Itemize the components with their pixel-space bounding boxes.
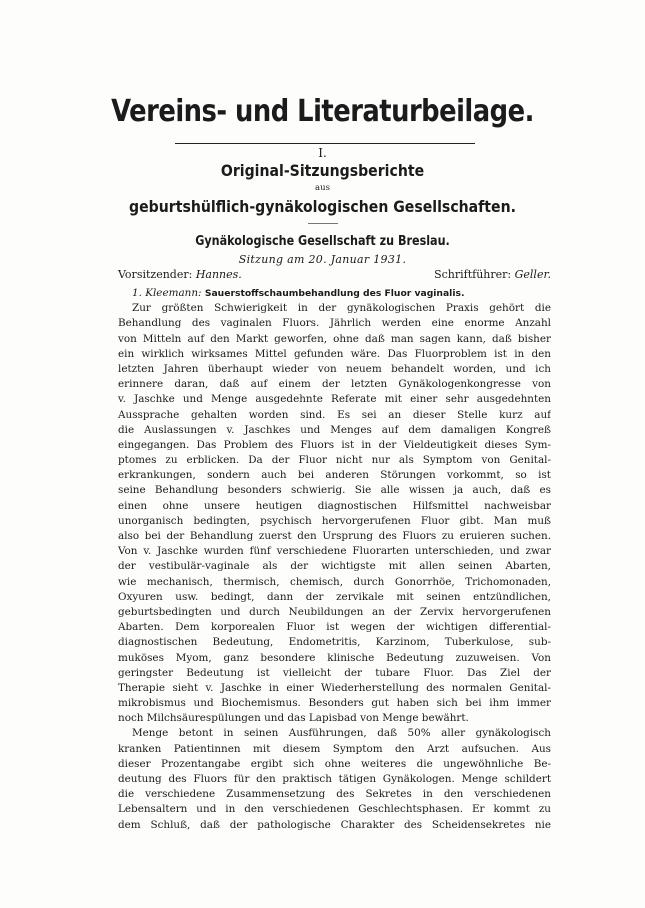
text-line: v. Jaschke und Menge ausgedehnte Referate mit einer sehr ausgedehnten (118, 393, 551, 406)
text-line: seine Behandlung besonders schwierig. Sie alle wissen ja auch, daß es (118, 484, 551, 497)
session-date: Sitzung am 20. Januar 1931. (238, 253, 407, 266)
secretary (434, 268, 551, 282)
divider-rule (308, 223, 338, 224)
article-lines (118, 301, 551, 833)
chair (118, 268, 242, 282)
section-subtitle: geburtshülflich-gynäkologischen Gesellschaften. (129, 197, 516, 216)
article-title: Sauerstoffschaumbehandlung des Fluor vaginalis. (204, 288, 465, 299)
text-line: Lebensaltern und in den verschiedenen Geschlechtsphasen. Er kommt zu (118, 803, 551, 816)
text-line: ptomes zu erblicken. Da der Fluor nicht nur als Symptom von Genital- (118, 454, 551, 467)
section-number: I. (318, 146, 327, 160)
text-line: Menge betont in seinen Ausführungen, daß 50% aller gynäkologisch (132, 727, 551, 740)
section-title: Original-Sitzungsberichte (220, 161, 425, 180)
text-line: letzten Jahren überhaupt wieder von neuem behandelt worden, und ich (118, 362, 551, 375)
text-line: einen ohne unsere heutigen diagnostischen Hilfsmittel nachweisbar (118, 499, 551, 512)
text-line: Behandlung des vaginalen Fluors. Jährlich werden eine enorme Anzahl (118, 317, 551, 330)
article-author: 1. Kleemann: (132, 287, 202, 299)
text-line: eingegangen. Das Problem des Fluors ist in der Vieldeutigkeit dieses Sym- (118, 438, 551, 451)
supplement-title: Vereins- und Literaturbeilage. (111, 94, 534, 129)
text-line: kranken Patientinnen mit diesem Symptom den Arzt aufsuchen. Aus (118, 742, 551, 755)
article-body (118, 286, 551, 833)
secretary-name: Geller. (514, 268, 551, 281)
text-line: diagnostischen Bedeutung, Endometritis, Karzinom, Tuberkulose, sub- (118, 636, 551, 649)
text-line: also bei der Behandlung zuerst den Ursprung des Fluors zu eruieren suchen. (118, 530, 551, 542)
chair-name: Hannes. (195, 268, 242, 281)
section-connector: aus (315, 183, 330, 193)
secretary-label: Schriftführer: (434, 268, 512, 281)
text-line: Therapie sieht v. Jaschke in einer Wiederherstellung des normalen Genital- (118, 681, 551, 694)
text-line: von Mitteln auf den Markt geworfen, ohne daß man sagen kann, daß bisher (118, 332, 551, 345)
society-name: Gynäkologische Gesellschaft zu Breslau. (195, 234, 450, 249)
text-line: dem Schluß, daß der pathologische Charakter des Scheidensekretes nie (118, 818, 551, 831)
text-line: Oxyuren usw. bedingt, dann der zervikale mit seinen entzündlichen, (118, 590, 551, 603)
text-line: ein wirklich wirksames Mittel gefunden wäre. Das Fluorproblem ist in den (118, 347, 551, 360)
text-line: unorganisch bedingten, psychisch hervorgerufenen Fluor gibt. Man muß (118, 514, 551, 527)
text-line: wie mechanisch, thermisch, chemisch, durch Gonorrhöe, Trichomonaden, (118, 575, 551, 588)
text-line: geringster Bedeutung ist vielleicht der tubare Fluor. Das Ziel der (118, 666, 551, 679)
chair-label: Vorsitzender: (118, 268, 193, 281)
text-line: deutung des Fluors für den praktisch tätigen Gynäkologen. Menge schildert (118, 773, 551, 785)
text-line: Abarten. Dem korporealen Fluor ist wegen der wichtigen differential- (118, 621, 551, 634)
text-line: erkrankungen, sondern auch bei anderen Störungen vorkommt, so ist (118, 469, 551, 482)
article-heading (118, 286, 551, 301)
text-line: muköses Myom, ganz besondere klinische Bedeutung zuzuweisen. Von (118, 651, 551, 664)
text-line: noch Milchsäurespülungen und das Lapisbad von Menge bewährt. (118, 712, 469, 725)
text-line: die Auslassungen v. Jaschkes und Menges auf dem damaligen Kongreß (118, 423, 551, 436)
text-line: der vestibulär-vaginale als der wichtigste mit allen seinen Abarten, (118, 560, 551, 573)
text-line: dieser Prozentangabe ergibt sich ohne weiteres die ungewöhnliche Be- (118, 757, 551, 770)
text-line: die verschiedene Zusammensetzung des Sekretes in den verschiedenen (118, 788, 551, 801)
text-line: Aussprache gehalten worden sind. Es sei an dieser Stelle kurz auf (118, 408, 551, 421)
text-line: geburtsbedingten und durch Neubildungen an der Zervix hervorgerufenen (118, 605, 551, 618)
text-line: mikrobismus und Biochemismus. Besonders gut haben sich bei ihm immer (118, 697, 551, 710)
text-line: erinnere daran, daß auf einem der letzten Gynäkologenkongresse von (118, 378, 551, 391)
text-line: Zur größten Schwierigkeit in der gynäkologischen Praxis gehört die (132, 302, 551, 315)
title-rule (175, 143, 475, 144)
text-line: Von v. Jaschke wurden fünf verschiedene Fluorarten unterschieden, und zwar (118, 545, 551, 558)
